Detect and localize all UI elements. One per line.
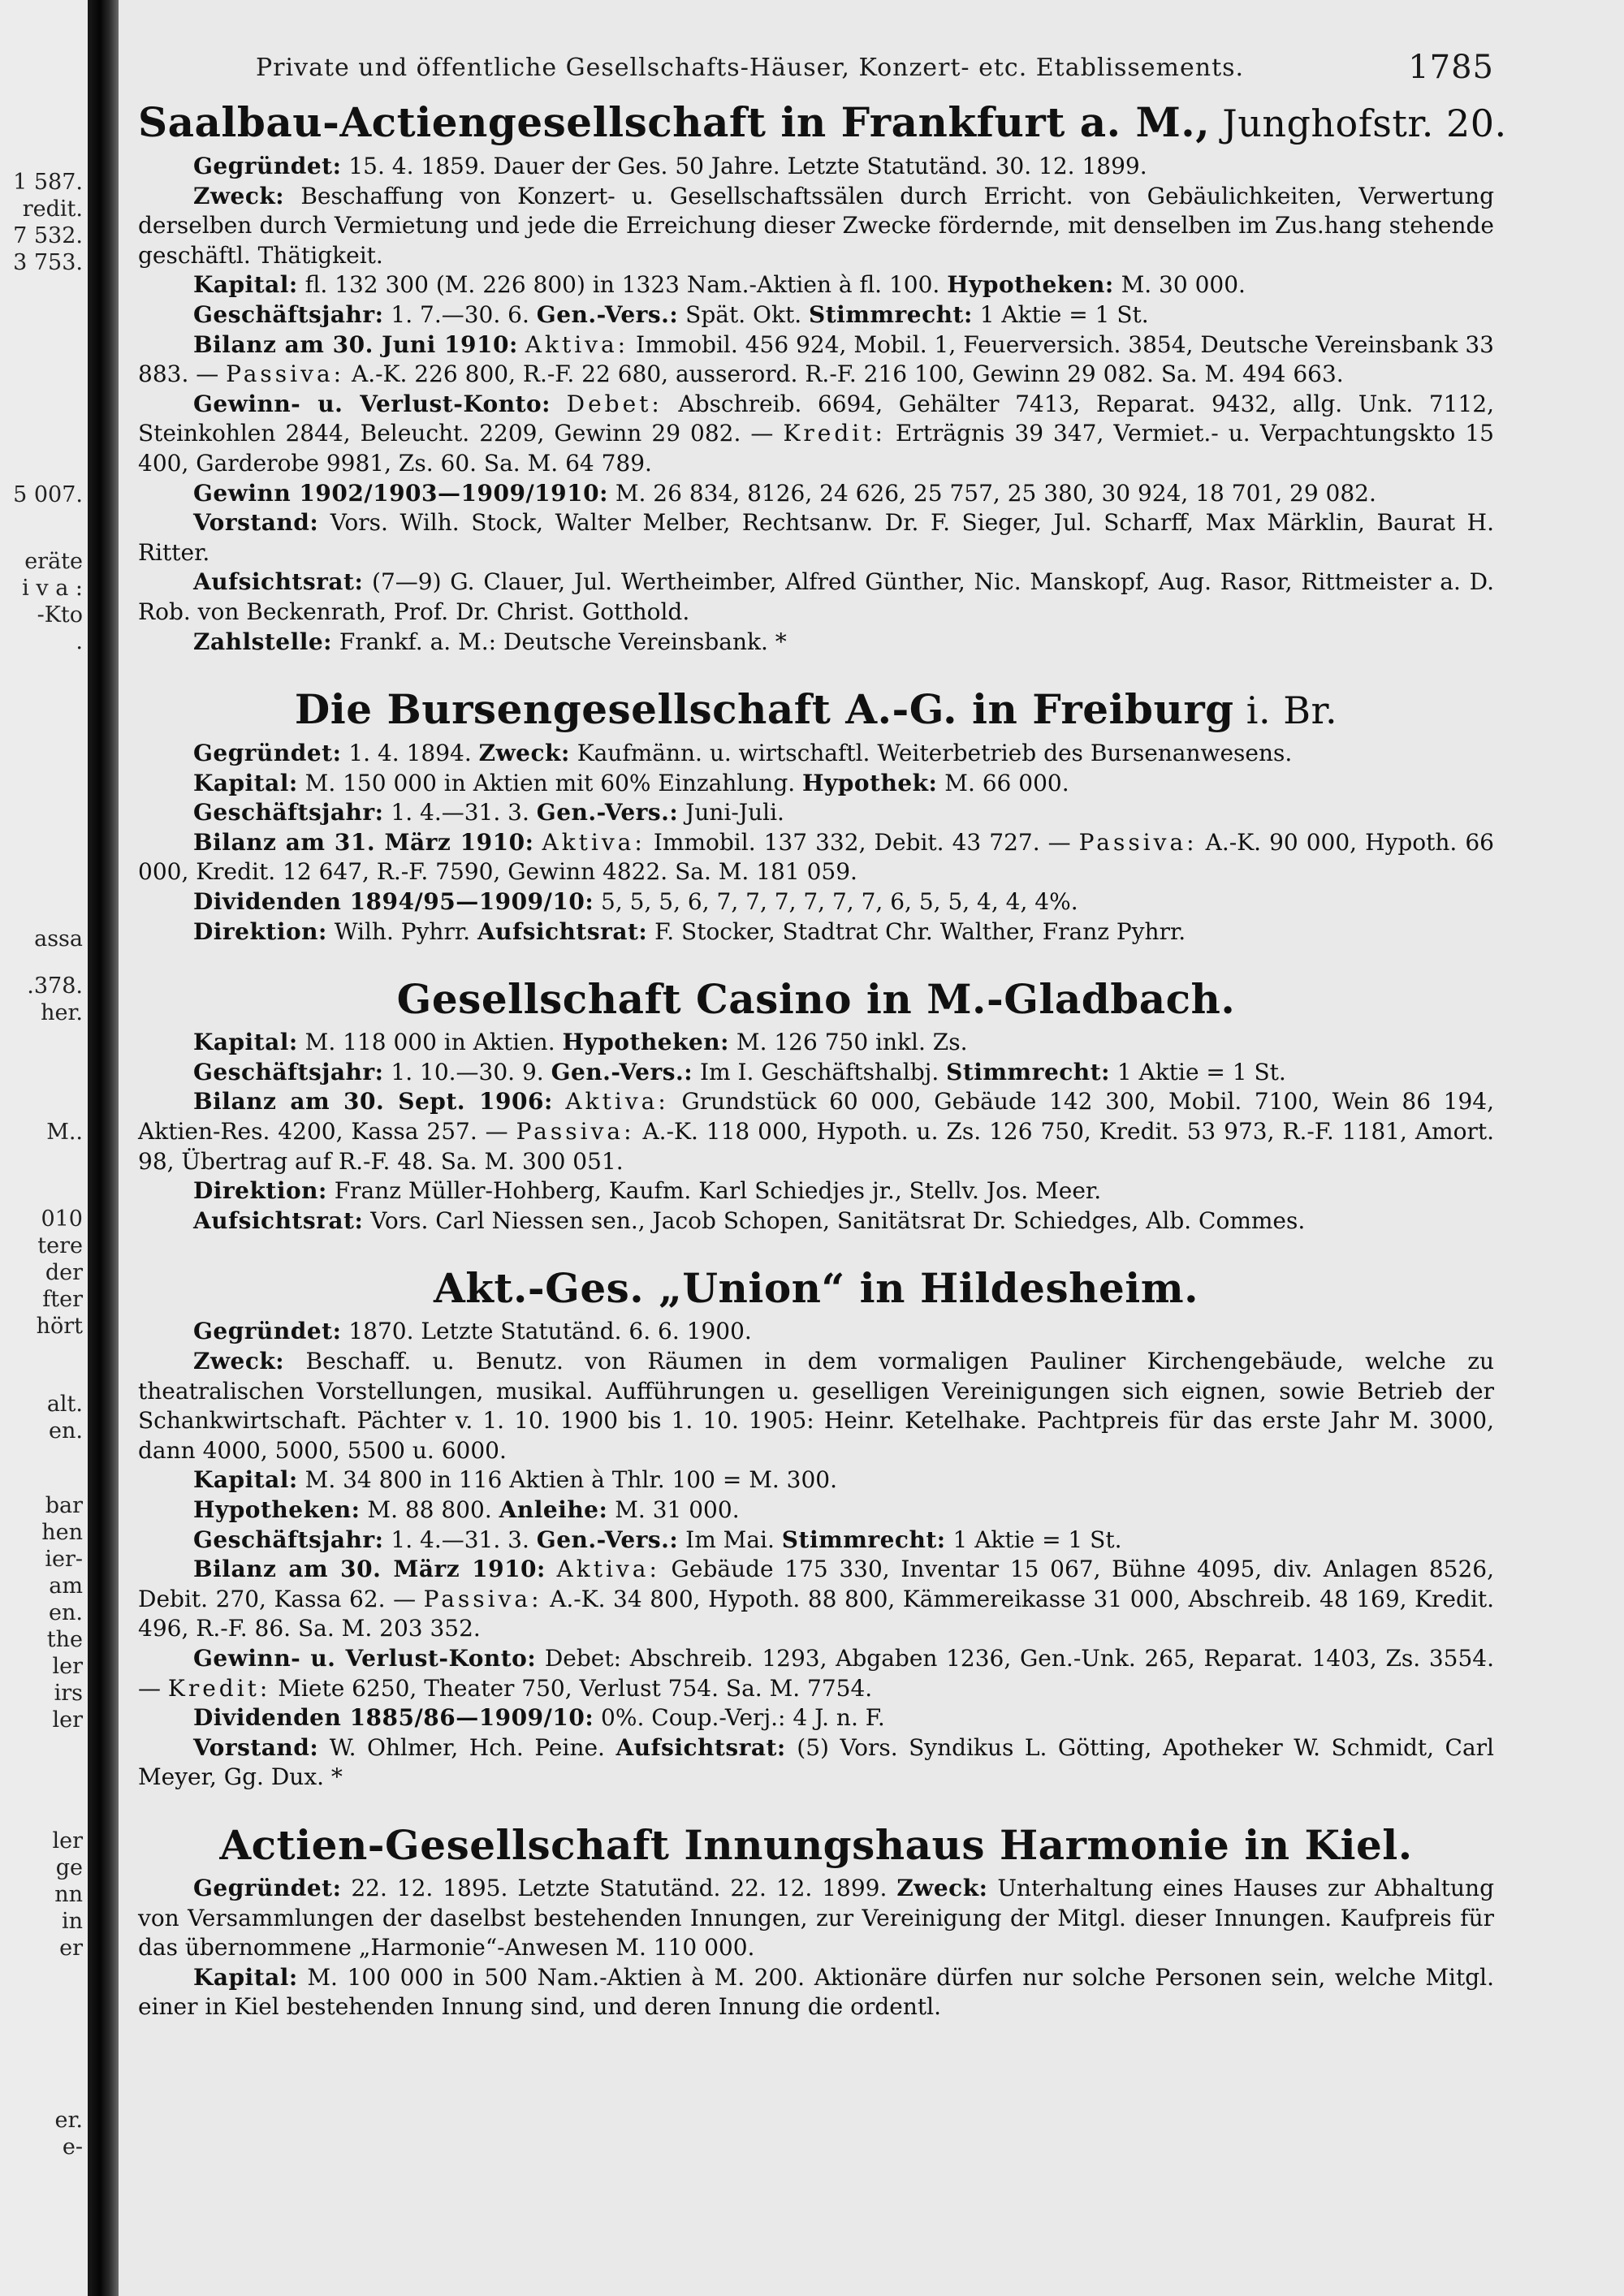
company-entry [138, 1820, 1494, 2022]
entry-paragraph [138, 1028, 1494, 1058]
field-label: Aufsichtsrat: [193, 1206, 364, 1234]
field-text [533, 829, 542, 856]
spaced-label: Debet: [566, 390, 663, 417]
margin-fragment: er. [54, 2108, 83, 2133]
field-text: Im I. Geschäftshalbj. [693, 1058, 947, 1085]
field-text [546, 1556, 557, 1582]
entry-title [138, 1263, 1494, 1314]
field-text: 1. 4. 1894. [341, 740, 479, 767]
entry-title-suffix: Junghofstr. 20. [1210, 101, 1507, 145]
field-label: Geschäftsjahr: [193, 1058, 384, 1085]
entry-title [138, 684, 1494, 736]
margin-fragment: ler [52, 1707, 83, 1733]
field-label: Direktion: [193, 917, 327, 945]
field-text: Franz Müller-Hohberg, Kaufm. Karl Schiedjes jr., Stellv. Jos. Meer. [326, 1177, 1102, 1205]
field-label: Gen.-Vers.: [536, 1526, 679, 1553]
entry-title-text: Saalbau-Actiengesellschaft in Frankfurt a. M., [138, 98, 1211, 146]
field-text: Vors. Wilh. Stock, Walter Melber, Rechtsanw. Dr. F. Sieger, Jul. Scharff, Max Märklin, Baurat H. Ritter. [138, 509, 1494, 566]
field-label: Dividenden 1894/95—1909/10: [193, 888, 594, 916]
entry-paragraph [138, 917, 1494, 947]
margin-fragment: 3 753. [13, 250, 83, 275]
margin-fragment: fter [42, 1287, 83, 1312]
field-label: Hypothek: [802, 769, 938, 796]
field-label: Gen.-Vers.: [551, 1058, 693, 1085]
margin-fragment: e- [62, 2134, 83, 2160]
margin-fragment: 010 [41, 1206, 83, 1232]
margin-fragment: ler [52, 1828, 83, 1854]
margin-fragment: irs [54, 1681, 83, 1706]
entry-paragraph [138, 182, 1494, 271]
margin-fragment: her. [41, 1000, 83, 1025]
field-text: Kaufmänn. u. wirtschaftl. Weiterbetrieb des Bursenanwesens. [569, 740, 1293, 767]
entry-paragraph [138, 628, 1494, 658]
field-text: M. 126 750 inkl. Zs. [729, 1029, 968, 1056]
entry-paragraph [138, 1176, 1494, 1206]
margin-fragment: nn [54, 1882, 83, 1907]
field-label: Zweck: [193, 1348, 285, 1375]
field-text: M. 31 000. [607, 1495, 740, 1523]
field-text: fl. 132 300 (M. 226 800) in 1323 Nam.-Aktien à fl. 100. [297, 271, 948, 299]
spaced-label: Passiva: [226, 360, 345, 388]
spaced-label: Kredit: [167, 1674, 271, 1702]
field-text: A.-K. 226 800, R.-F. 22 680, ausserord. R.-F. 216 100, Gewinn 29 082. Sa. M. 494 663. [344, 360, 1344, 388]
entry-body [138, 1874, 1494, 2022]
field-label: Zweck: [193, 182, 285, 209]
field-label: Aufsichtsrat: [193, 568, 364, 596]
field-text: Miete 6250, Theater 750, Verlust 754. Sa. M. 7754. [270, 1674, 873, 1702]
entries-list [138, 97, 1507, 2022]
entry-paragraph [138, 1733, 1494, 1793]
page-number: 1785 [1408, 49, 1494, 86]
field-text: M. 100 000 in 500 Nam.-Aktien à M. 200. Aktionäre dürfen nur solche Personen sein, welche Mitgl. einer in Kiel bestehenden Innung sind, und deren Innung die ordentl. [138, 1963, 1494, 2021]
field-text: M. 34 800 in 116 Aktien à Thlr. 100 = M. 300. [297, 1466, 838, 1494]
margin-fragment: ge [55, 1855, 83, 1880]
margin-fragment: 5 007. [13, 482, 83, 507]
entry-body [138, 739, 1494, 947]
field-label: Aufsichtsrat: [615, 1733, 786, 1761]
field-text: Juni-Juli. [678, 799, 784, 826]
margin-fragment: ier- [45, 1547, 83, 1572]
field-text: Unterhaltung eines Hauses zur Abhaltung von Versammlungen der daselbst bestehenden Innungen, zur Vereinigung der Mitgl. dieser Innungen. Kaufpreis für das übernommene „Harmonie“-Anwesen M. 110 000. [138, 1874, 1494, 1962]
entry-paragraph [138, 887, 1494, 917]
field-text: (5) Vors. Syndikus L. Götting, Apotheker W. Schmidt, Carl Meyer, Gg. Dux. * [138, 1733, 1494, 1791]
margin-fragment: am [49, 1573, 83, 1599]
margin-fragment: er [59, 1936, 83, 1961]
field-text: 1870. Letzte Statutänd. 6. 6. 1900. [341, 1318, 752, 1345]
field-text: M. 118 000 in Aktien. [297, 1029, 563, 1056]
margin-fragment: eräte [24, 549, 83, 574]
entry-title-text: Gesellschaft Casino in M.-Gladbach. [396, 975, 1236, 1024]
entry-title-suffix: i. Br. [1233, 688, 1338, 733]
field-text: Beschaff. u. Benutz. von Räumen in dem vormaligen Pauliner Kirchengebäude, welche zu theatralischen Vorstellungen, musikal. Aufführungen u. geselligen Vereinigungen sich eignen, sowie Betrieb der Schankwirtschaft. Pächter v. 1. 10. 1900 bis 1. 10. 1905: Heinr. Ketelhake. Pachtpreis für das erste Jahr M. 3000, dann 4000, 5000, 5500 u. 6000. [138, 1348, 1494, 1464]
margin-fragment: M.. [46, 1120, 83, 1145]
entry-title-text: Akt.-Ges. „Union“ in Hildesheim. [433, 1264, 1199, 1313]
field-label: Bilanz am 30. März 1910: [193, 1556, 546, 1583]
entry-paragraph [138, 1526, 1494, 1556]
margin-fragment: hört [36, 1314, 83, 1339]
field-text: Frankf. a. M.: Deutsche Vereinsbank. * [332, 628, 787, 655]
entry-paragraph [138, 390, 1494, 479]
entry-paragraph [138, 1465, 1494, 1495]
entry-paragraph [138, 1087, 1494, 1176]
field-text: F. Stocker, Stadtrat Chr. Walther, Franz Pyhrr. [647, 917, 1186, 945]
spaced-label: Aktiva: [556, 1556, 660, 1583]
entry-paragraph [138, 300, 1494, 330]
field-label: Hypotheken: [193, 1495, 361, 1523]
running-header [138, 49, 1494, 97]
field-text: A.-K. 90 000, Hypoth. 66 000, Kredit. 12 647, R.-F. 7590, Gewinn 4822. Sa. M. 181 059. [138, 828, 1494, 886]
field-label: Geschäftsjahr: [193, 799, 384, 826]
field-label: Vorstand: [193, 509, 319, 537]
margin-fragment: ler [52, 1654, 83, 1679]
company-entry [138, 974, 1494, 1236]
field-label: Direktion: [193, 1177, 327, 1205]
spaced-label: Passiva: [516, 1118, 635, 1146]
field-text: Immobil. 137 332, Debit. 43 727. — [645, 828, 1079, 856]
entry-paragraph [138, 769, 1494, 799]
field-text: 15. 4. 1859. Dauer der Ges. 50 Jahre. Letzte Statutänd. 30. 12. 1899. [341, 153, 1147, 179]
field-text: A.-K. 118 000, Hypoth. u. Zs. 126 750, Kredit. 53 973, R.-F. 1181, Amort. 98, Übertrag auf R.-F. 48. Sa. M. 300 051. [138, 1118, 1494, 1175]
company-entry [138, 1263, 1494, 1793]
field-label: Gegründet: [193, 740, 342, 767]
field-text: Debet: Abschreib. 1293, Abgaben 1236, Gen.-Unk. 265, Reparat. 1403, Zs. 3554. — [138, 1644, 1494, 1702]
field-label: Kapital: [193, 1963, 298, 1991]
field-label: Hypotheken: [562, 1029, 729, 1056]
field-label: Zweck: [896, 1874, 988, 1901]
entry-title [138, 97, 1507, 149]
field-label: Gewinn- u. Verlust-Konto: [193, 390, 551, 417]
field-text: Wilh. Pyhrr. [326, 917, 477, 945]
entry-title-text: Actien-Gesellschaft Innungshaus Harmonie in Kiel. [219, 1820, 1413, 1869]
entry-paragraph [138, 1703, 1494, 1733]
field-text: 1. 10.—30. 9. [383, 1058, 551, 1085]
field-label: Geschäftsjahr: [193, 1526, 384, 1553]
field-label: Gewinn 1902/1903—1909/1910: [193, 479, 608, 507]
field-text: A.-K. 34 800, Hypoth. 88 800, Kämmereikasse 31 000, Abschreib. 48 169, Kredit. 496, R.-F. 86. Sa. M. 203 352. [138, 1585, 1495, 1642]
entry-paragraph [138, 1555, 1494, 1644]
adjacent-page-margin [0, 0, 88, 2296]
field-text: 1 Aktie = 1 St. [945, 1526, 1122, 1553]
field-label: Gegründet: [193, 1874, 342, 1901]
entry-body [138, 152, 1494, 657]
document-page [138, 49, 1507, 2290]
field-label: Stimmrecht: [946, 1058, 1110, 1085]
entry-paragraph [138, 1495, 1494, 1526]
field-label: Stimmrecht: [809, 300, 973, 328]
field-text: Abschreib. 6694, Gehälter 7413, Reparat. 9432, allg. Unk. 7112, Steinkohlen 2844, Beleucht. 2209, Gewinn 29 082. — [138, 390, 1495, 447]
spaced-label: Aktiva: [525, 330, 629, 358]
entry-paragraph [138, 270, 1494, 300]
field-text [518, 331, 525, 358]
field-label: Zahlstelle: [193, 628, 333, 655]
company-entry [138, 684, 1494, 947]
field-label: Gen.-Vers.: [536, 300, 679, 328]
field-text: 1. 4.—31. 3. [383, 799, 537, 826]
margin-fragment: the [46, 1627, 83, 1652]
spaced-label: Passiva: [423, 1585, 542, 1612]
field-text: M. 150 000 in Aktien mit 60% Einzahlung. [297, 769, 803, 796]
field-text: 5, 5, 5, 6, 7, 7, 7, 7, 7, 7, 6, 5, 5, 4, 4, 4%. [594, 888, 1078, 916]
entry-paragraph [138, 739, 1494, 769]
field-label: Gegründet: [193, 153, 342, 179]
margin-fragment: .378. [27, 973, 83, 999]
field-text: 1 Aktie = 1 St. [972, 300, 1149, 328]
field-label: Gen.-Vers.: [536, 799, 679, 826]
field-text: M. 26 834, 8126, 24 626, 25 757, 25 380, 30 924, 18 701, 29 082. [607, 479, 1376, 507]
field-label: Bilanz am 30. Sept. 1906: [193, 1088, 553, 1116]
field-label: Vorstand: [193, 1733, 319, 1761]
entry-title-text: Die Bursengesellschaft A.-G. in Freiburg [294, 685, 1234, 734]
field-text: 1. 4.—31. 3. [383, 1526, 537, 1553]
field-label: Gegründet: [193, 1318, 342, 1345]
margin-fragment: bar [45, 1493, 83, 1518]
field-label: Bilanz am 31. März 1910: [193, 828, 534, 856]
entry-paragraph [138, 568, 1494, 627]
running-title: Private und öffentliche Gesellschafts-Häuser, Konzert- etc. Etablissements. [256, 54, 1245, 82]
field-text: 1 Aktie = 1 St. [1109, 1058, 1286, 1085]
margin-fragment: en. [49, 1600, 83, 1625]
field-label: Hypotheken: [947, 271, 1114, 299]
field-label: Aufsichtsrat: [477, 917, 648, 945]
company-entry [138, 97, 1507, 657]
field-text: Vors. Carl Niessen sen., Jacob Schopen, Sanitätsrat Dr. Schiedges, Alb. Commes. [363, 1206, 1306, 1234]
field-label: Dividenden 1885/86—1909/10: [193, 1704, 594, 1732]
margin-fragment: redit. [22, 196, 83, 222]
field-text: Gebäude 175 330, Inventar 15 067, Bühne 4095, div. Anlagen 8526, Debit. 270, Kassa 62. — [138, 1556, 1494, 1612]
entry-title [138, 974, 1494, 1025]
entry-body [138, 1028, 1494, 1236]
field-text [551, 391, 567, 417]
margin-fragment: i v a : [22, 576, 83, 601]
entry-paragraph [138, 1317, 1494, 1347]
entry-paragraph [138, 828, 1494, 887]
margin-fragment: -Kto [37, 602, 83, 628]
field-text: 1. 7.—30. 6. [383, 300, 537, 328]
field-label: Gewinn- u. Verlust-Konto: [193, 1644, 537, 1672]
field-text: Beschaffung von Konzert- u. Gesellschaftssälen durch Erricht. von Gebäulichkeiten, Verwertung derselben durch Vermietung und jede die Erreichung dieser Zwecke fördernde, mit denselben im Zus.hang stehende geschäftl. Thätigkeit. [138, 182, 1494, 269]
spaced-label: Aktiva: [565, 1088, 669, 1116]
entry-paragraph [138, 479, 1494, 509]
entry-paragraph [138, 330, 1494, 390]
field-label: Zweck: [478, 740, 570, 767]
field-label: Kapital: [193, 769, 298, 796]
margin-fragment: in [61, 1909, 83, 1934]
entry-paragraph [138, 1058, 1494, 1088]
field-text: Grundstück 60 000, Gebäude 142 300, Mobil. 7100, Wein 86 194, Aktien-Res. 4200, Kassa 257. — [138, 1088, 1494, 1146]
entry-paragraph [138, 1644, 1494, 1703]
field-text: 0%. Coup.-Verj.: 4 J. n. F. [594, 1704, 885, 1732]
field-text: (7—9) G. Clauer, Jul. Wertheimber, Alfred Günther, Nic. Manskopf, Aug. Rasor, Rittmeister a. D. Rob. von Beckenrath, Prof. Dr. Christ. Gotthold. [138, 568, 1494, 625]
entry-paragraph [138, 1963, 1494, 2022]
field-text: Im Mai. [678, 1526, 782, 1553]
field-text: Immobil. 456 924, Mobil. 1, Feuerversich. 3854, Deutsche Vereinsbank 33 883. — [138, 330, 1494, 388]
field-text: Spät. Okt. [678, 300, 809, 328]
field-label: Anleihe: [499, 1495, 608, 1523]
field-label: Kapital: [193, 271, 298, 299]
field-text: W. Ohlmer, Hch. Peine. [318, 1733, 616, 1761]
entry-title [138, 1820, 1494, 1871]
margin-fragment: der [45, 1260, 83, 1285]
field-label: Kapital: [193, 1029, 298, 1056]
entry-paragraph [138, 1874, 1494, 1963]
spaced-label: Kredit: [783, 420, 886, 447]
field-text: M. 30 000. [1113, 271, 1246, 299]
entry-paragraph [138, 1347, 1494, 1465]
margin-fragment: . [76, 629, 83, 654]
field-text [553, 1088, 566, 1115]
book-binding-gutter [88, 0, 119, 2296]
margin-fragment: en. [49, 1418, 83, 1444]
field-label: Geschäftsjahr: [193, 300, 384, 328]
entry-body [138, 1317, 1494, 1793]
field-label: Kapital: [193, 1466, 298, 1494]
margin-fragment: assa [34, 926, 83, 952]
field-text: M. 88 800. [360, 1495, 499, 1523]
margin-fragment: 7 532. [13, 223, 83, 248]
margin-fragment: hen [41, 1520, 83, 1545]
margin-fragment: 1 587. [13, 170, 83, 195]
field-text: M. 66 000. [937, 769, 1069, 796]
margin-fragment: tere [37, 1233, 83, 1258]
spaced-label: Aktiva: [542, 828, 646, 856]
field-label: Stimmrecht: [781, 1526, 946, 1553]
spaced-label: Passiva: [1078, 828, 1198, 856]
margin-fragment: alt. [46, 1392, 83, 1417]
entry-paragraph [138, 152, 1494, 182]
entry-paragraph [138, 508, 1494, 568]
field-text: Erträgnis 39 347, Vermiet.- u. Verpachtungskto 15 400, Garderobe 9981, Zs. 60. Sa. M. 64 789. [138, 420, 1494, 477]
entry-paragraph [138, 1206, 1494, 1236]
field-text: 22. 12. 1895. Letzte Statutänd. 22. 12. 1899. [341, 1874, 897, 1901]
entry-paragraph [138, 798, 1494, 828]
field-label: Bilanz am 30. Juni 1910: [193, 330, 518, 358]
